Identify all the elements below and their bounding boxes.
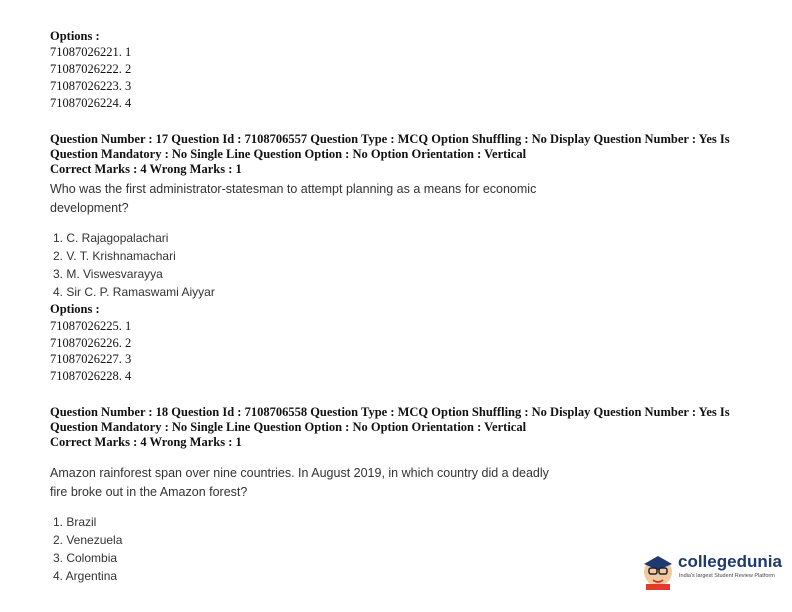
option-code: 71087026225. 1 xyxy=(50,319,132,333)
question-text: Who was the first administrator-statesman to attempt planning as a means for economic development? xyxy=(50,182,537,215)
question-marks: Correct Marks : 4 Wrong Marks : 1 xyxy=(50,162,242,176)
question-meta-line: Question Mandatory : No Single Line Question Option : No Option Orientation : Vertical xyxy=(50,420,527,434)
student-mascot-icon xyxy=(640,550,676,590)
question-meta-line: Question Mandatory : No Single Line Question Option : No Option Orientation : Vertical xyxy=(50,147,527,161)
logo-tagline: India's largest Student Review Platform xyxy=(679,573,775,579)
question-marks: Correct Marks : 4 Wrong Marks : 1 xyxy=(50,435,242,449)
option-code: 71087026223. 3 xyxy=(50,79,132,93)
answer-choice: 2. Venezuela xyxy=(53,533,123,547)
logo-name: collegedunia xyxy=(678,552,782,571)
answer-choice: 1. C. Rajagopalachari xyxy=(53,231,169,245)
answer-choice: 3. Colombia xyxy=(53,551,118,565)
question-meta-line: Question Number : 18 Question Id : 7108706558 Question Type : MCQ Option Shuffling : No Display Question Number : Yes Is xyxy=(50,405,730,419)
answer-choice: 2. V. T. Krishnamachari xyxy=(53,249,176,263)
collegedunia-logo xyxy=(640,548,780,592)
option-code: 71087026221. 1 xyxy=(50,45,132,59)
question-text: Amazon rainforest span over nine countries. In August 2019, in which country did a deadly fire broke out in the Amazon forest? xyxy=(50,466,549,499)
question-meta-line: Question Number : 17 Question Id : 7108706557 Question Type : MCQ Option Shuffling : No Display Question Number : Yes Is xyxy=(50,132,730,146)
answer-choice: 1. Brazil xyxy=(53,515,97,529)
options-label: Options : xyxy=(50,29,100,43)
answer-choice: 3. M. Viswesvarayya xyxy=(53,267,163,281)
option-code: 71087026224. 4 xyxy=(50,96,132,110)
answer-choice: 4. Sir C. P. Ramaswami Aiyyar xyxy=(53,285,215,299)
option-code: 71087026226. 2 xyxy=(50,336,132,350)
options-label: Options : xyxy=(50,302,100,316)
answer-choice: 4. Argentina xyxy=(53,569,118,583)
option-code: 71087026228. 4 xyxy=(50,369,132,383)
option-code: 71087026227. 3 xyxy=(50,352,132,366)
option-code: 71087026222. 2 xyxy=(50,62,132,76)
